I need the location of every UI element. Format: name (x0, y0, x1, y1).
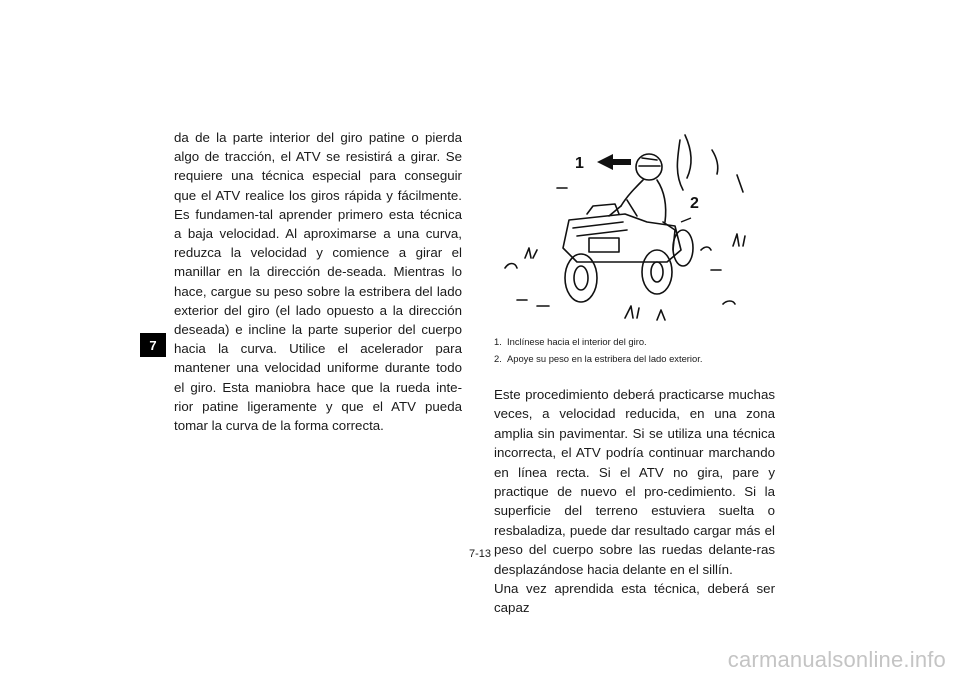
arrow-left-icon (597, 154, 631, 170)
caption-text: Inclínese hacia el interior del giro. (507, 336, 647, 347)
figure-captions (494, 333, 784, 367)
callout-1: 1 (575, 155, 584, 172)
atv-turning-illustration (497, 130, 767, 330)
caption-number: 2. (494, 353, 502, 364)
illustration-svg (497, 130, 767, 330)
left-column (174, 128, 462, 435)
right-paragraph-2: Una vez aprendida esta técnica, deberá ser capaz (494, 581, 775, 616)
page-number: 7-13 (468, 548, 492, 560)
chapter-tab: 7 (140, 333, 166, 357)
caption-text: Apoye su peso en la estribera del lado exterior. (507, 353, 703, 364)
right-paragraph-1: Este procedimiento deberá practicarse muchas veces, a velocidad reducida, en una zona amplia sin pavimentar. Si se utiliza una técnica incorrecta, el ATV podría continuar marchando en línea recta. Si el ATV no gira, pare y practique de nuevo el pro-cedimiento. Si la superficie del terreno estuviera suelta o resbaladiza, puede dar resultado cargar más el peso del cuerpo sobre las ruedas delante-ras desplazándose hacia delante en el sillín. (494, 387, 775, 577)
callout-2: 2 (690, 195, 699, 212)
watermark: carmanualsonline.info (727, 647, 946, 672)
right-column (494, 385, 775, 618)
caption-item (494, 333, 784, 350)
caption-item (494, 350, 784, 367)
left-paragraph: da de la parte interior del giro patine o pierda algo de tracción, el ATV se resistirá a girar. Se requiere una técnica especial para conseguir que el ATV realice los giros rápida y fácilmente. Es fundamen-tal aprender primero esta técnica a baja velocidad. Al aproximarse a una curva, reduzca la velocidad y comience a girar el manillar en la dirección de-seada. Mientras lo hace, cargue su peso sobre la estribera del lado exterior del giro (el lado opuesto a la dirección deseada) e incline la parte superior del cuerpo hacia la curva. Utilice el acelerador para mantener una velocidad uniforme durante todo el giro. Esta maniobra hace que la rueda inte-rior patine ligeramente y que el ATV pueda tomar la curva de la forma correcta. (174, 130, 462, 434)
caption-number: 1. (494, 336, 502, 347)
